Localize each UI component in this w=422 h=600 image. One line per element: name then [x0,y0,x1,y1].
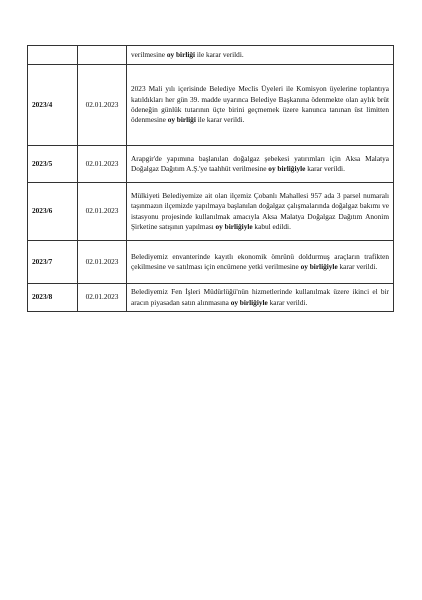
decision-text [127,183,394,241]
decision-text-before: Arapgir'de yapımına başlanılan doğalgaz şebekesi yatırımları için Aksa Malatya Doğalgaz Dağıtım A.Ş.'ye taahhüt verilmesine [131,153,389,173]
decision-text-before: 2023 Mali yılı içerisinde Belediye Meclis Üyeleri ile Komisyon üyelerine toplantıya katıldıkları her gün 39. madde uyarınca Belediye Başkanına ödenmekte olan aylık brüt ödeneğin günlük tutarının üçte birini geçmemek üzere kanunca tanınan üst limitten ödenmesine [131,84,389,125]
decision-number: 2023/6 [28,183,78,241]
decision-text-after: ile karar verildi. [195,49,244,59]
decision-number: 2023/5 [28,146,78,183]
decision-text [127,46,394,65]
vote-result: oy birliğiyle [300,262,338,271]
decision-text [127,241,394,284]
vote-result: oy birliğiyle [230,297,268,307]
decision-text-before: Belediyemiz Fen İşleri Müdürlüğü'nün hizmetlerinde kullanılmak üzere ikinci el bir aracın piyasadan satın alınmasına [131,287,389,307]
decision-number: 2023/8 [28,284,78,312]
decision-text-before: Mülkiyeti Belediyemize ait olan ilçemiz Çobanlı Mahallesi 957 ada 3 parsel numaralı taşınmazın ilçemizde yapılmaya başlanılan doğalgaz çalışmalarında doğalgaz bakımı ve istasyonu projesinde kullanılmak amacıyla Aksa Malatya Doğalgaz Dağıtım Anonim Şirketine satışının yapılması [131,190,389,231]
table-row [28,65,394,146]
table-row [28,146,394,183]
table-row [28,241,394,284]
decision-text-before: Belediyemiz envanterinde kayıtlı ekonomik ömrünü doldurmuş araçların trafikten çekilmesine ve satılması için encümene yetki verilmesine [131,251,389,271]
decision-date: 02.01.2023 [78,183,127,241]
table-row [28,46,394,65]
decision-text-after: ile karar verildi. [195,115,245,125]
vote-result: oy birliği [167,115,196,125]
decision-text [127,146,394,183]
decision-number [28,46,78,65]
decision-text-after: karar verildi. [337,262,378,271]
table-row [28,284,394,312]
decision-date: 02.01.2023 [78,65,127,146]
decision-text [127,65,394,146]
vote-result: oy birliğiyle [268,164,306,173]
decision-date: 02.01.2023 [78,241,127,284]
decision-date: 02.01.2023 [78,146,127,183]
decision-number: 2023/4 [28,65,78,146]
decisions-table [27,45,394,312]
decision-text-after: karar verildi. [267,297,308,307]
decision-text-before: verilmesine [131,49,167,59]
decision-text-after: karar verildi. [305,164,345,173]
decision-date [78,46,127,65]
table-row [28,183,394,241]
decision-date: 02.01.2023 [78,284,127,312]
decision-text-after: kabul edildi. [252,221,291,231]
decision-number: 2023/7 [28,241,78,284]
vote-result: oy birliğiyle [215,221,253,231]
vote-result: oy birliği [166,49,196,59]
decision-text [127,284,394,312]
